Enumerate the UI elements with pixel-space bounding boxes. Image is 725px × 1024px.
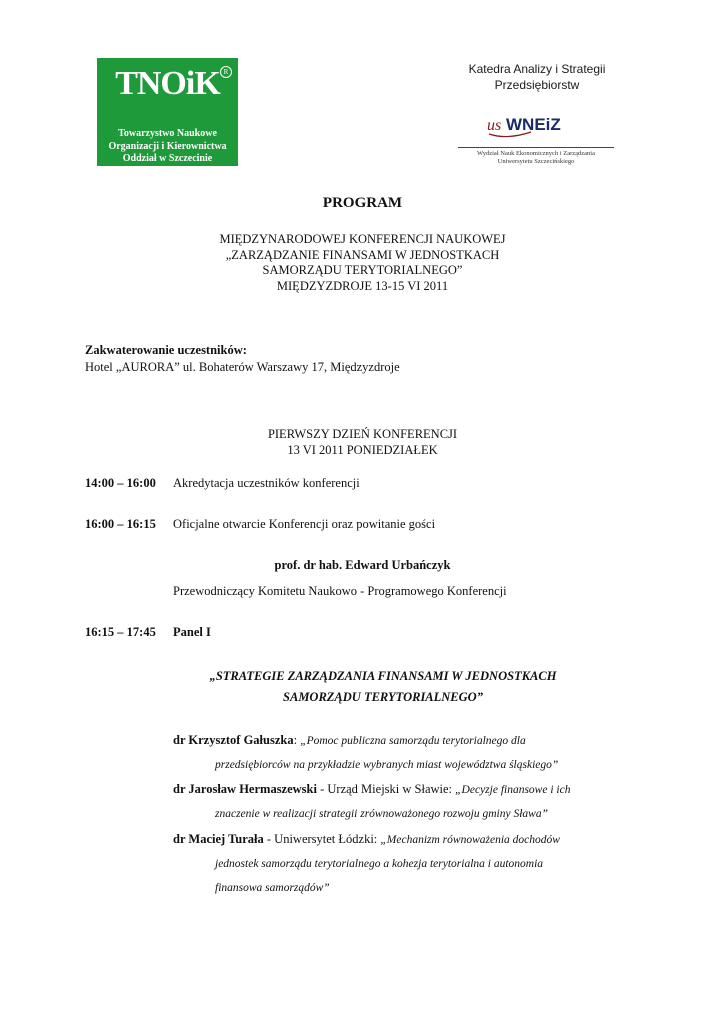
- talk-affiliation: - Urząd Miejski w Sławie:: [316, 782, 456, 796]
- katedra-logo-title: [452, 61, 622, 93]
- title-line: „ZARZĄDZANIE FINANSAMI W JEDNOSTKACH: [225, 247, 500, 262]
- schedule-time: 16:15 – 17:45: [85, 625, 156, 639]
- talk-topic: finansowa samorządów”: [215, 882, 330, 894]
- faculty-name: [455, 150, 617, 166]
- title-line: SAMORZĄDU TERYTORIALNEGO”: [262, 263, 463, 277]
- talk-topic: znaczenie w realizacji strategii zrównoważonego rozwoju gminy Sława”: [215, 808, 548, 820]
- talk-topic: „Decyzje finansowe i ich: [455, 784, 571, 796]
- schedule-time: 14:00 – 16:00: [85, 476, 156, 490]
- tnoik-logo-line: Towarzystwo Naukowe: [118, 128, 217, 139]
- speaker-name: prof. dr hab. Edward Urbańczyk: [274, 558, 451, 572]
- schedule-time: 16:00 – 16:15: [85, 517, 156, 531]
- talk-speaker: dr Maciej Turała: [173, 832, 264, 846]
- talk-topic: jednostek samorządu terytorialnego a kohezja terytorialna i autonomia: [215, 858, 544, 870]
- schedule-desc: Oficjalne otwarcie Konferencji oraz powitanie gości: [173, 517, 436, 531]
- day-header: [0, 427, 725, 458]
- registered-icon: R: [220, 66, 232, 78]
- talk-item: [173, 828, 613, 900]
- faculty-line: Uniwersytetu Szczecińskiego: [497, 158, 575, 165]
- talk-speaker: dr Krzysztof Gałuszka: [173, 733, 294, 747]
- wneiz-mark: WNEiZ: [506, 115, 561, 134]
- conference-title: [0, 232, 725, 294]
- katedra-line: Katedra Analizy i Strategii: [468, 62, 606, 76]
- talk-item: [173, 729, 613, 777]
- tnoik-logo-line: Oddział w Szczecinie: [122, 153, 213, 164]
- day-date: 13 VI 2011 PONIEDZIAŁEK: [287, 442, 438, 457]
- tnoik-logo-line: Organizacji i Kierownictwa: [108, 140, 227, 152]
- talk-affiliation: - Uniwersytet Łódzki:: [263, 832, 381, 846]
- faculty-line: Wydział Nauk Ekonomicznych i Zarządzania: [477, 150, 595, 157]
- accommodation-label: Zakwaterowanie uczestników:: [85, 343, 247, 357]
- tnoik-logo-mark: TNOiK: [115, 65, 220, 102]
- katedra-line: Przedsiębiorstw: [494, 78, 580, 92]
- speaker-role: Przewodniczący Komitetu Naukowo - Programowego Konferencji: [173, 584, 507, 598]
- panel-title: [173, 666, 593, 708]
- talk-topic: „Pomoc publiczna samorządu terytorialnego dla: [300, 735, 526, 747]
- wneiz-prefix: us: [487, 117, 502, 134]
- schedule-desc: Panel I: [173, 625, 211, 639]
- day-title: PIERWSZY DZIEŃ KONFERENCJI: [267, 427, 458, 441]
- schedule-desc: Akredytacja uczestników konferencji: [173, 476, 360, 490]
- talk-item: [173, 778, 613, 826]
- panel-title-line: „STRATEGIE ZARZĄDZANIA FINANSAMI W JEDNOSTKACH: [209, 669, 557, 683]
- wneiz-logo: [487, 108, 567, 142]
- logo-divider: [458, 147, 614, 148]
- talk-topic: przedsiębiorców na przykładzie wybranych miast województwa śląskiego”: [215, 759, 559, 771]
- program-heading: PROGRAM: [322, 195, 403, 211]
- accommodation-text: Hotel „AURORA” ul. Bohaterów Warszawy 17, Międzyzdroje: [85, 360, 400, 374]
- talk-speaker: dr Jarosław Hermaszewski: [173, 782, 317, 796]
- tnoik-logo: [97, 58, 238, 166]
- panel-title-line: SAMORZĄDU TERYTORIALNEGO”: [283, 690, 483, 704]
- talk-topic: „Mechanizm równoważenia dochodów: [380, 834, 560, 846]
- title-line: MIĘDZYZDROJE 13-15 VI 2011: [276, 278, 449, 293]
- title-line: MIĘDZYNARODOWEJ KONFERENCJI NAUKOWEJ: [219, 232, 506, 246]
- talk-affiliation: :: [293, 733, 301, 747]
